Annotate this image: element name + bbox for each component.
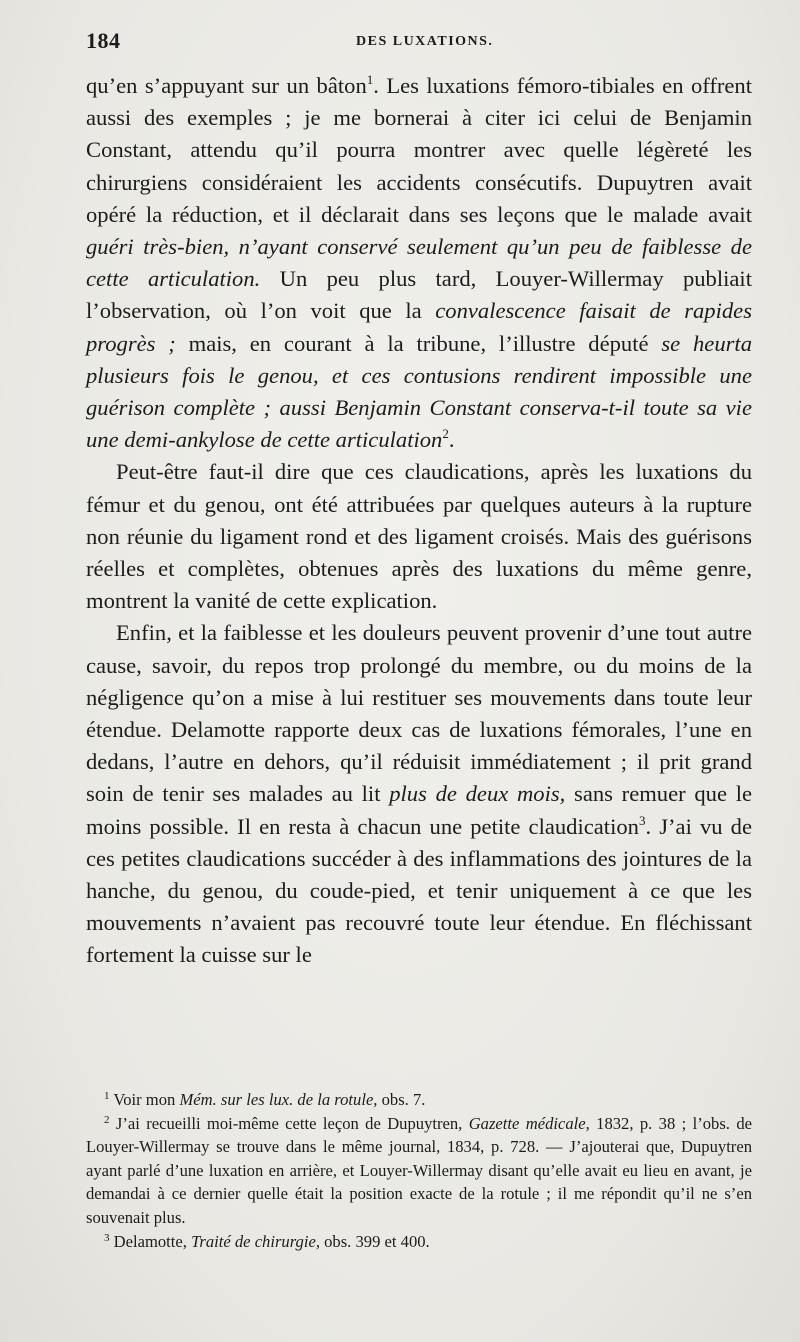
body-text bbox=[86, 70, 752, 972]
text-span: . bbox=[448, 427, 455, 453]
page-number: 184 bbox=[86, 28, 121, 53]
text-span: 1832, p. 38 ; l’obs. de Louyer-Willermay se trouve dans le même journal, 1834, p. 728. — J’ajouterai que, Dupuytren ayant parlé d’une luxation en arrière, et Louyer-Willermay disant qu’elle avait eu lieu en avant, je demandai à ce dernier quelle était la position exacte de la rotule ; il me répondit qu’il ne s’en souvenait plus. bbox=[86, 1113, 752, 1227]
text-span: obs. 7. bbox=[377, 1090, 426, 1109]
text-span: Un peu plus tard, Louyer-Willermay publiait l’observation, où l’on voit que la bbox=[86, 266, 752, 324]
text-span: Enfin, et la faiblesse et les douleurs peuvent provenir d’une tout autre cause, savoir, du repos trop prolongé du membre, ou du moins de la négligence qu’on a mise à lui restituer ses mouvements dans toute leur étendue. Delamotte rapporte deux cas de luxations fémorales, l’une en dedans, l’autre en dehors, qu’il réduisit immédiatement ; il prit grand soin de tenir ses malades au lit bbox=[86, 620, 752, 807]
footnotes bbox=[86, 1088, 752, 1253]
italic-quote: guéri très-bien, n’ayant conservé seulement qu’un peu de faiblesse de cette articulation. bbox=[86, 234, 752, 292]
footnote-2 bbox=[86, 1112, 752, 1230]
footnote-3 bbox=[86, 1230, 752, 1254]
text-span: qu’en s’appuyant sur un bâton bbox=[86, 73, 367, 98]
footnote-mark: 3 bbox=[104, 1231, 110, 1244]
text-span: . Les luxations fémoro-tibiales en offrent aussi des exemples ; je me bornerai à citer ici celui de Benjamin Constant, attendu qu’il pourra montrer avec quelle légèreté les chirurgiens considéraient les accidents consécutifs. Dupuytren avait opéré la réduction, et il déclarait dans ses leçons que le malade avait bbox=[86, 73, 753, 227]
text-span: Voir mon bbox=[113, 1090, 180, 1109]
text-span: mais, en courant à la tribune, l’illustre député bbox=[175, 330, 662, 356]
text-span: . J’ai vu de ces petites claudications succéder à des inflammations des jointures de la hanche, du genou, du coude-pied, et tenir uniquement à ce que les mouvements n’avaient pas recouvré toute leur étendue. En fléchissant fortement la cuisse sur le bbox=[86, 813, 752, 968]
footnote-mark: 2 bbox=[104, 1113, 110, 1126]
italic-quote: se heurta plusieurs fois le genou, et ces contusions rendirent impossible une guérison complète ; aussi Benjamin Constant conserva-t-il toute sa vie une demi-ankylose de cette articulation bbox=[86, 330, 752, 453]
text-span: obs. 399 et 400. bbox=[319, 1231, 430, 1251]
footnote-ref: 2 bbox=[442, 426, 449, 442]
italic-title: Traité de chirurgie, bbox=[191, 1231, 320, 1251]
text-span: J’ai recueilli moi-même cette leçon de Dupuytren, bbox=[115, 1113, 469, 1133]
footnote-1 bbox=[86, 1088, 752, 1112]
running-head: DES LUXATIONS. bbox=[356, 34, 494, 49]
page-header bbox=[86, 28, 752, 58]
footnote-ref: 1 bbox=[366, 72, 374, 87]
paragraph-3 bbox=[86, 617, 752, 971]
paragraph-1 bbox=[86, 70, 752, 456]
italic-quote: plus de deux mois, bbox=[389, 781, 566, 807]
italic-title: Gazette médicale, bbox=[468, 1113, 590, 1133]
text-span: Delamotte, bbox=[113, 1231, 192, 1251]
italic-quote: convalescence faisait de rapides progrès ; bbox=[86, 298, 752, 356]
text-span: sans remuer que le moins possible. Il en resta à chacun une petite claudication bbox=[86, 781, 752, 839]
italic-title: Mém. sur les lux. de la rotule, bbox=[179, 1090, 378, 1109]
footnote-ref: 3 bbox=[638, 812, 646, 828]
paragraph-2: Peut-être faut-il dire que ces claudications, après les luxations du fémur et du genou, ont été attribuées par quelques auteurs à la rupture non réunie du ligament rond et des ligament croisés. Mais des guérisons réelles et complètes, obtenues après des luxations du même genre, montrent la vanité de cette explication. bbox=[86, 459, 752, 614]
footnote-mark: 1 bbox=[104, 1090, 110, 1102]
